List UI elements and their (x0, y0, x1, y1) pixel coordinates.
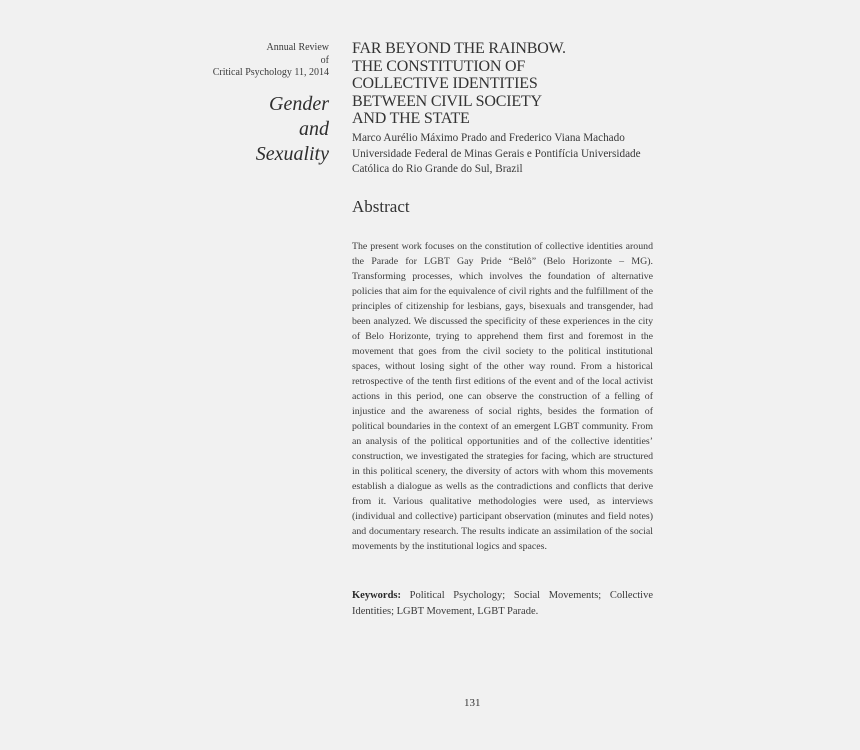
section-label (256, 92, 329, 167)
keywords (352, 588, 653, 619)
title-line: AND THE STATE (352, 110, 470, 127)
abstract-body: The present work focuses on the constitution of collective identities around the Parade for LGBT Gay Pride “Belô” (Belo Horizonte – MG). Transforming processes, which involves the foundation of alternative policies that aim for the equivalence of civil rights and the fulfillment of the principles of citizenship for lesbians, gays, bisexuals and transgender, had been analyzed. We discussed the specificity of these experiences in the city of Belo Horizonte, trying to apprehend them first and foremost in the movement that goes from the civil society to the political institutional spaces, without losing sight of the other way round. From a historical retrospective of the tenth first editions of the event and of the local activist actions in this period, one can observe the construction of a felling of injustice and the awareness of social rights, besides the formation of political boundaries in the context of an emergent LGBT community. From an analysis of the political opportunities and of the collective identities’ construction, we investigated the strategies for facing, which are structured in this political scenery, the diversity of actors with whom this movements establish a dialogue as wells as the contradictions and conflicts that derive from it. Various qualitative methodologies were used, as interviews (individual and collective) participant observation (minutes and field notes) and documentary research. The results indicate an assimilation of the social movements by the institutional logics and spaces. (352, 241, 653, 552)
affiliation-line-2: Católica do Rio Grande do Sul, Brazil (352, 163, 523, 175)
title-line: THE CONSTITUTION OF (352, 57, 526, 75)
authors-block (352, 131, 672, 178)
article-title (352, 40, 672, 128)
affiliation-line-1: Universidade Federal de Minas Gerais e Pontifícia Universidade (352, 147, 641, 160)
section-word-1: Gender (269, 93, 329, 115)
keywords-text: Political Psychology; Social Movements; Collective Identities; LGBT Movement, LGBT Parade. (352, 590, 654, 617)
author-names: Marco Aurélio Máximo Prado and Frederico Viana Machado (352, 132, 625, 144)
title-line: BETWEEN CIVIL SOCIETY (352, 92, 542, 110)
abstract-heading: Abstract (352, 197, 410, 216)
page-number: 131 (464, 697, 481, 709)
journal-info (213, 42, 329, 80)
section-word-3: Sexuality (255, 143, 329, 165)
keywords-label: Keywords: (352, 590, 401, 601)
journal-line-1: Annual Review (266, 42, 329, 53)
title-line: FAR BEYOND THE RAINBOW. (352, 40, 566, 57)
section-word-2: and (299, 118, 329, 140)
title-line: COLLECTIVE IDENTITIES (352, 75, 538, 92)
journal-line-2: of (320, 54, 329, 66)
journal-line-3: Critical Psychology 11, 2014 (212, 67, 329, 78)
